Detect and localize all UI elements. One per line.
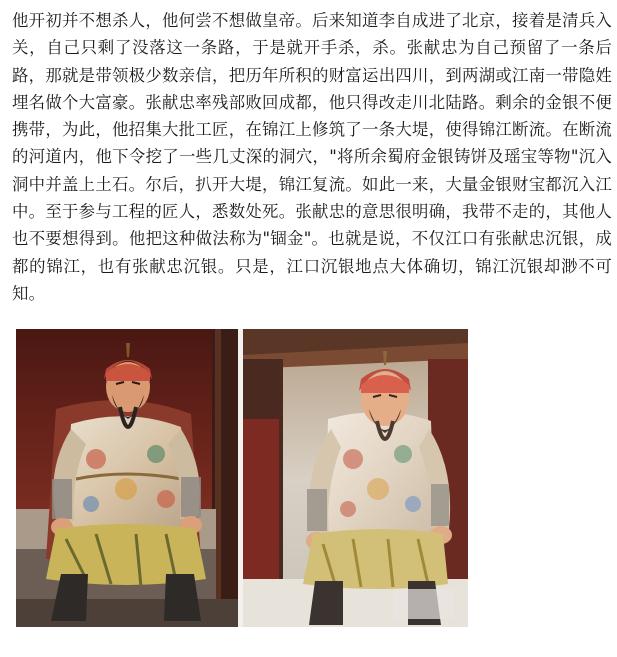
article-paragraph: 他开初并不想杀人，他何尝不想做皇帝。后来知道李自成进了北京，接着是清兵入关，自己只剩了没落这一条路，于是就开手杀，杀。张献忠为自己预留了一条后路，那就是带领极少数亲信，把历年所积的财富运出四川，到两湖或江南一带隐姓埋名做个大富豪。张献忠率残部败回成都，他只得改走川北陆路。剩余的金银不便携带，为此，他招集大批工匠，在锦江上修筑了一条大堤，使得锦江断流。在断流的河道内，他下令挖了一些几丈深的洞穴，"将所余蜀府金银铸饼及瑶宝等物"沉入洞中并盖上土石。尔后，扒开大堤，锦江复流。如此一来，大量金银财宝都沉入江中。至于参与工程的匠人，悉数处死。张献忠的意思很明确，我带不走的，其他人也不要想得到。他把这种做法称为"锢金"。也就是说，不仅江口有张献忠沉银，成都的锦江，也有张献忠沉银。只是，江口沉银地点大体确切，锦江沉银却渺不可知。 <box>12 11 612 303</box>
article <box>12 7 612 307</box>
statue-figure <box>16 329 468 627</box>
statue-left-illustration <box>16 329 238 627</box>
statue-photo-right <box>243 329 468 627</box>
statue-right-illustration <box>243 329 468 627</box>
statue-photo-left <box>16 329 238 627</box>
